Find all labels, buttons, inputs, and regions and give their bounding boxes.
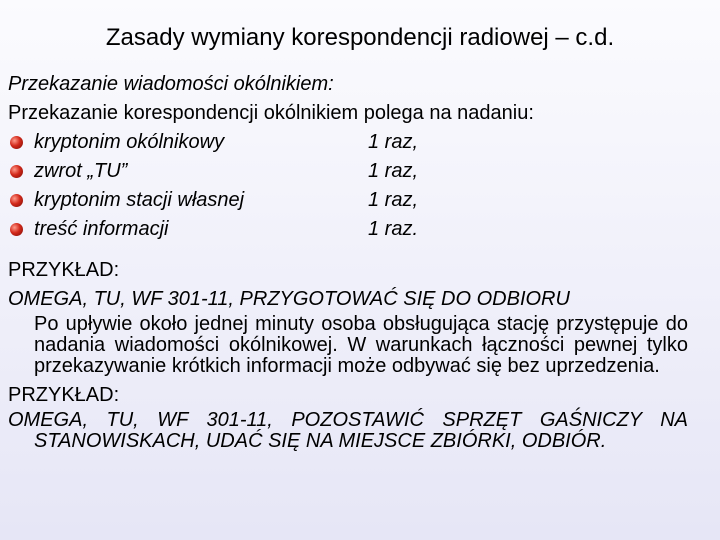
example1-message: OMEGA, TU, WF 301-11, PRZYGOTOWAĆ SIĘ DO ODBIORU bbox=[8, 288, 570, 310]
intro-text: Przekazanie korespondencji okólnikiem polega na nadaniu: bbox=[8, 102, 534, 124]
bullet-icon bbox=[10, 194, 23, 207]
list-item bbox=[8, 186, 688, 215]
example1-note: Po upływie około jednej minuty osoba obsługująca stację przystępuje do nadania wiadomości okólnikowej. W warunkach łączności pewnej tylko przekazywanie krótkich informacji może odbywać się bez uprzedzenia. bbox=[34, 313, 688, 377]
example2-heading: PRZYKŁAD: bbox=[8, 384, 120, 406]
item-count: 1 raz. bbox=[368, 218, 419, 240]
item-label: kryptonim okólnikowy bbox=[34, 131, 225, 153]
list-item bbox=[8, 157, 688, 186]
item-count: 1 raz, bbox=[368, 160, 419, 182]
bullet-icon bbox=[10, 136, 23, 149]
section-heading: Przekazanie wiadomości okólnikiem: bbox=[8, 73, 334, 95]
example2-message-text: OMEGA, TU, WF 301-11, POZOSTAWIĆ SPRZĘT GAŚNICZY NA STANOWISKACH, UDAĆ SIĘ NA MIEJSCE ZBIÓRKI, ODBIÓR. bbox=[8, 409, 688, 452]
example2-message bbox=[8, 410, 688, 452]
list-item bbox=[8, 215, 688, 244]
item-label: treść informacji bbox=[34, 218, 169, 240]
bullet-list bbox=[8, 128, 688, 244]
item-count: 1 raz, bbox=[368, 131, 419, 153]
example1-heading: PRZYKŁAD: bbox=[8, 259, 120, 281]
item-label: zwrot „TU” bbox=[34, 160, 128, 182]
slide-content bbox=[8, 70, 688, 452]
spacer bbox=[8, 244, 688, 256]
slide-title: Zasady wymiany korespondencji radiowej – c.d. bbox=[105, 24, 615, 51]
list-item bbox=[8, 128, 688, 157]
bullet-icon bbox=[10, 223, 23, 236]
bullet-icon bbox=[10, 165, 23, 178]
item-label: kryptonim stacji własnej bbox=[34, 189, 245, 211]
item-count: 1 raz, bbox=[368, 189, 419, 211]
